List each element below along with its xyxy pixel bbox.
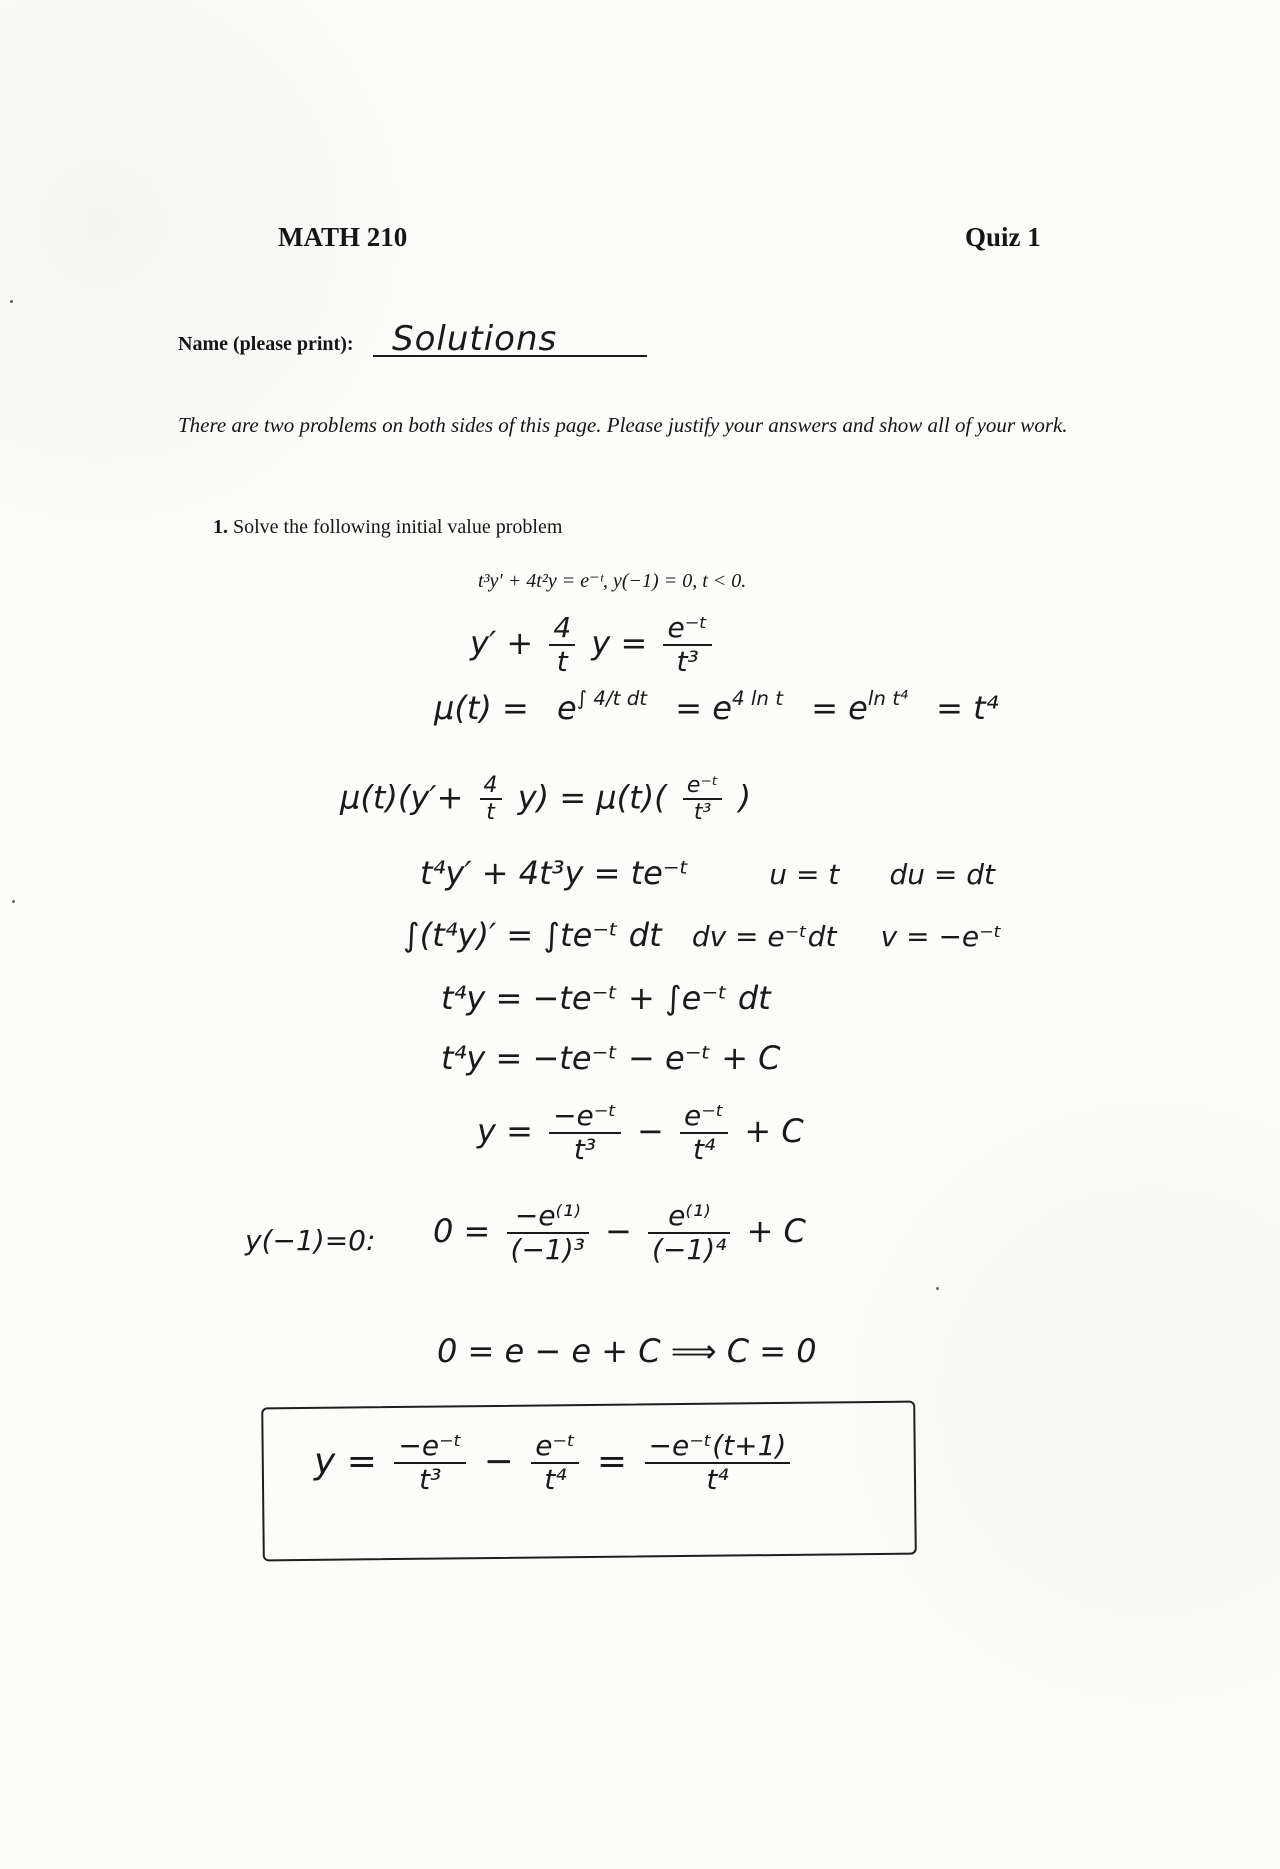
fraction-top: −e⁻ᵗ(t+1) [645, 1430, 791, 1464]
fraction-top: −e⁻ᵗ [549, 1100, 621, 1134]
solution-line-1-fraction-1 [549, 612, 575, 678]
final-answer [314, 1430, 796, 1496]
solution-line-1-c: y = [591, 624, 648, 663]
fraction-bottom: t⁴ [544, 1463, 567, 1497]
fraction-bottom: t³ [573, 1133, 597, 1167]
fraction-bottom: t [486, 800, 495, 826]
fraction-top: −e⁻ᵗ [394, 1430, 466, 1464]
solution-line-10: 0 = e − e + C ⟹ C = 0 [437, 1332, 817, 1370]
fraction-top: e⁻ᵗ [531, 1430, 579, 1464]
solution-line-9-fraction-2 [648, 1200, 730, 1266]
fraction-top: e⁻ᵗ [680, 1100, 728, 1134]
problem-number: 1. [213, 516, 228, 538]
solution-line-2-h: = t⁴ [936, 689, 999, 727]
solution-line-2-c: ∫ 4/t dt [576, 687, 648, 711]
solution-line-3-a: μ(t)(y′+ [340, 778, 464, 817]
scan-speck [10, 300, 13, 303]
final-answer-fraction-1 [394, 1430, 466, 1496]
fraction-top: e⁻ᵗ [663, 612, 711, 646]
initial-condition-label: y(−1)=0: [245, 1224, 376, 1257]
solution-line-2-d: = e [675, 689, 732, 727]
quiz-title: Quiz 1 [965, 222, 1041, 252]
solution-line-9-a: 0 = [433, 1212, 491, 1251]
final-answer-e: = [596, 1441, 628, 1483]
final-answer-c: − [483, 1441, 514, 1483]
fraction-bottom: (−1)³ [510, 1233, 585, 1267]
solution-line-2 [434, 687, 999, 727]
solution-line-3-c: y) = μ(t)( [517, 778, 667, 817]
solution-line-6: t⁴y = −te⁻ᵗ + ∫e⁻ᵗ dt [441, 979, 771, 1017]
solution-line-1 [470, 612, 718, 678]
scan-speck [12, 900, 15, 903]
solution-line-8-e: + C [744, 1112, 804, 1151]
problem-title [213, 516, 562, 539]
fraction-bottom: t⁴ [706, 1463, 729, 1497]
solution-line-9-e: + C [746, 1212, 806, 1251]
name-label: Name (please print): [178, 333, 354, 355]
fraction-top: 4 [549, 612, 575, 646]
solution-line-1-fraction-2 [663, 612, 711, 678]
solution-line-2-a: μ(t) = [434, 689, 529, 727]
solution-line-2-f: = e [811, 689, 868, 727]
solution-line-2-b: e [557, 689, 577, 727]
fraction-bottom: (−1)⁴ [652, 1233, 727, 1267]
solution-line-3-fraction-1 [480, 773, 502, 826]
final-answer-fraction-2 [531, 1430, 579, 1496]
fraction-top: e⁽¹⁾ [648, 1200, 730, 1234]
fraction-top: −e⁽¹⁾ [507, 1200, 589, 1234]
problem-prompt: Solve the following initial value problem [233, 516, 563, 538]
fraction-bottom: t⁴ [693, 1133, 716, 1167]
fraction-bottom: t³ [676, 645, 699, 679]
course-title: MATH 210 [278, 222, 408, 252]
solution-line-4-b: u = t [769, 858, 840, 891]
solution-line-8-fraction-2 [680, 1100, 728, 1166]
solution-line-7: t⁴y = −te⁻ᵗ − e⁻ᵗ + C [441, 1039, 781, 1077]
solution-line-8-c: − [637, 1112, 664, 1151]
solution-line-3 [340, 773, 751, 826]
solution-line-5-b: dv = e⁻ᵗdt [691, 920, 837, 953]
solution-line-8-a: y = [477, 1112, 533, 1151]
final-answer-fraction-3 [645, 1430, 791, 1496]
solution-line-8 [477, 1100, 804, 1166]
solution-line-3-e: ) [738, 778, 752, 817]
solution-line-5-c: v = −e⁻ᵗ [880, 920, 1003, 953]
solution-line-9-fraction-1 [507, 1200, 589, 1266]
solution-line-4 [420, 855, 995, 892]
solution-line-2-e: 4 ln t [731, 687, 784, 711]
solution-line-9-c: − [605, 1212, 632, 1251]
solution-line-4-c: du = dt [889, 858, 996, 891]
student-name: Solutions [392, 319, 558, 359]
instructions-text: There are two problems on both sides of this page. Please justify your answers and show all of your work. [178, 413, 1068, 437]
solution-line-9 [433, 1200, 806, 1266]
fraction-top: 4 [480, 773, 502, 800]
solution-line-1-a: y′ + [470, 624, 534, 663]
fraction-bottom: t³ [693, 800, 712, 826]
solution-line-2-g: ln t⁴ [867, 687, 908, 711]
solution-line-8-fraction-1 [549, 1100, 621, 1166]
solution-line-3-fraction-2 [683, 773, 723, 826]
fraction-bottom: t [556, 645, 568, 679]
scan-speck [936, 1287, 939, 1290]
solution-line-5 [403, 917, 1002, 954]
given-equation: t³y′ + 4t²y = e⁻ᵗ, y(−1) = 0, t < 0. [478, 570, 747, 592]
solution-line-4-a: t⁴y′ + 4t³y = te⁻ᵗ [420, 854, 690, 892]
fraction-bottom: t³ [419, 1463, 442, 1497]
solution-line-5-a: ∫(t⁴y)′ = ∫te⁻ᵗ dt [403, 916, 662, 954]
final-answer-a: y = [314, 1441, 377, 1483]
fraction-top: e⁻ᵗ [683, 773, 723, 800]
